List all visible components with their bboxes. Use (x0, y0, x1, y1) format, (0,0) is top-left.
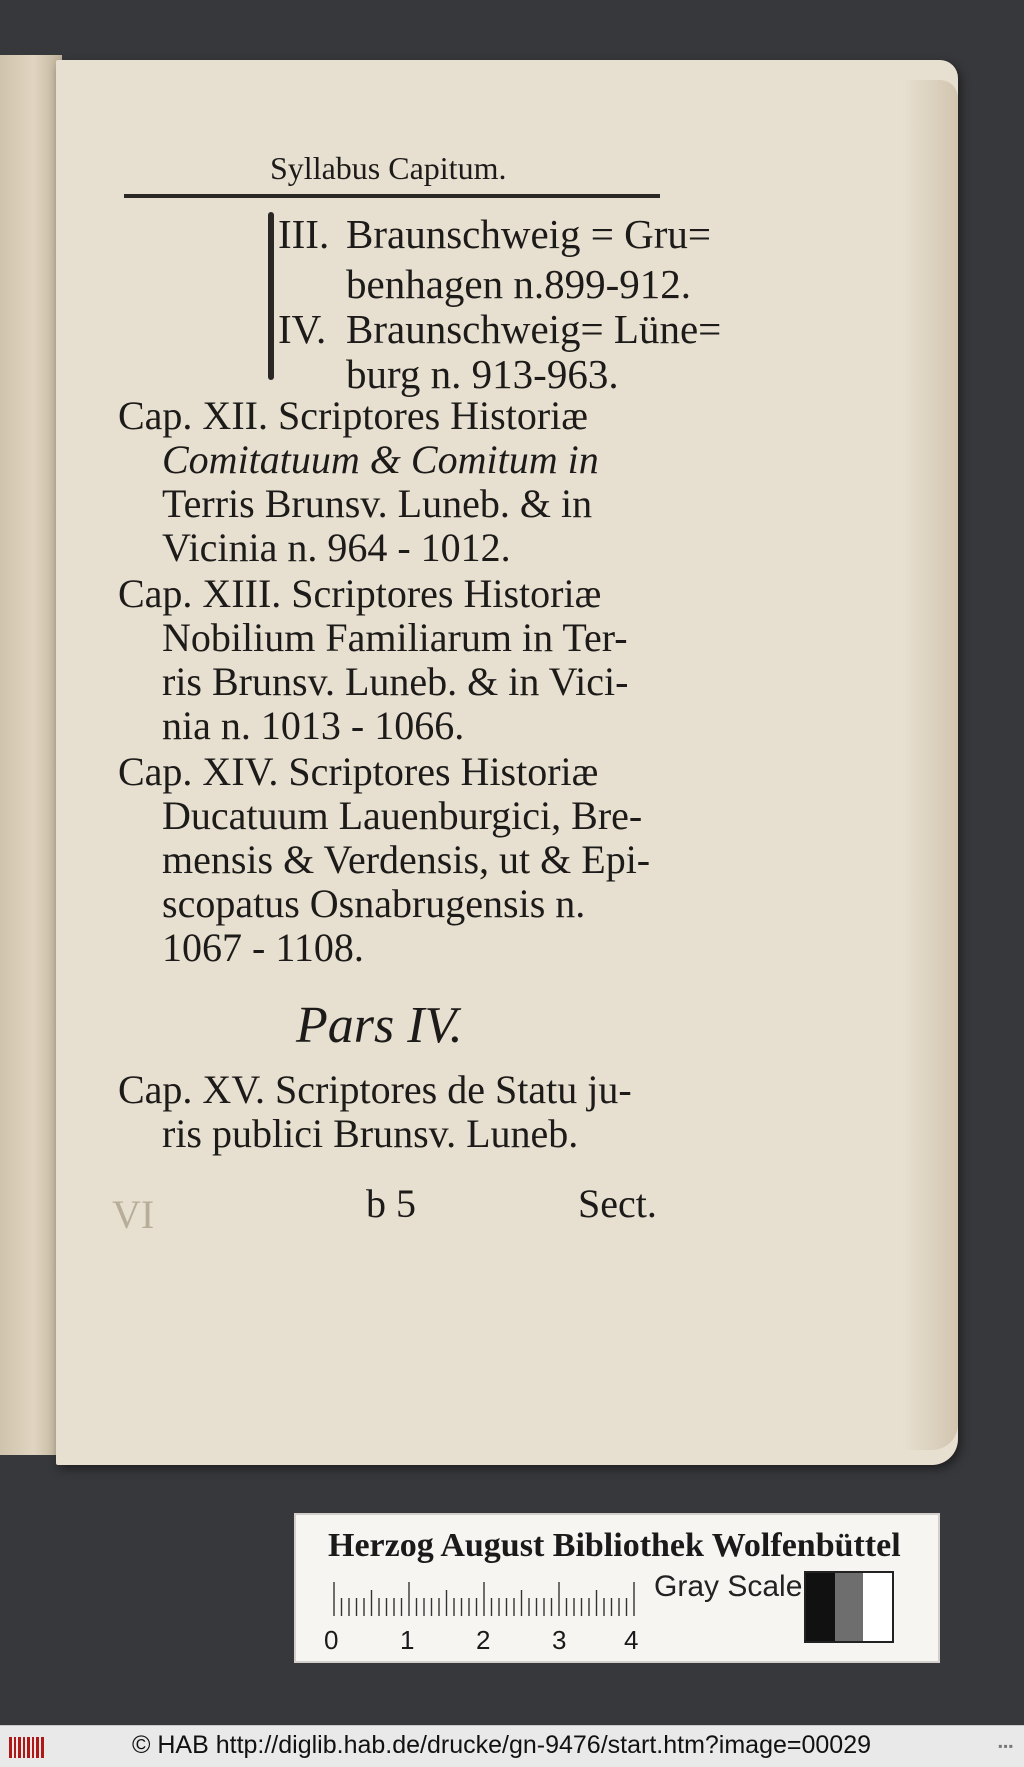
swatch-white (863, 1573, 892, 1641)
chapter-line: Cap. XV. Scriptores de Statu ju- (118, 1067, 632, 1112)
chapter-line: Cap. XIII. Scriptores Historiæ (118, 571, 602, 616)
chapter-line: Terris Brunsv. Luneb. & in (162, 481, 593, 526)
signature-mark: b 5 (366, 1181, 416, 1226)
footer-url-text[interactable]: © HAB http://diglib.hab.de/drucke/gn-9476/start.htm?image=00029 (132, 1731, 872, 1759)
chapter-line: Cap. XII. Scriptores Historiæ (118, 393, 588, 438)
catchword: Sect. (578, 1181, 657, 1226)
page-fore-edge (902, 80, 958, 1450)
ruler-labels (324, 1625, 664, 1655)
menu-dots-icon[interactable]: ▪▪▪ (998, 1739, 1014, 1753)
hab-logo-icon (8, 1734, 46, 1760)
ruler-label: 2 (476, 1625, 491, 1655)
ruler-label: 4 (624, 1625, 639, 1655)
gray-scale-swatches (804, 1571, 894, 1643)
entry-line: burg n. 913-963. (346, 351, 619, 397)
ruler-label: 0 (324, 1625, 339, 1655)
chapter-line: ris Brunsv. Luneb. & in Vici- (162, 659, 629, 704)
chapter-line: nia n. 1013 - 1066. (162, 703, 465, 748)
chapter-line: Comitatuum & Comitum in (162, 437, 599, 482)
entry-number: IV. (278, 306, 327, 352)
ruler-label: 3 (552, 1625, 567, 1655)
color-scale-card (294, 1513, 940, 1663)
entry-brace (268, 212, 274, 380)
card-title: Herzog August Bibliothek Wolfenbüttel (328, 1527, 901, 1564)
swatch-gray (835, 1573, 864, 1641)
show-through-mark: VI (112, 1192, 155, 1237)
entry-line: benhagen n.899-912. (346, 261, 691, 307)
footer-bar (0, 1725, 1024, 1767)
chapter-line: Ducatuum Lauenburgici, Bre- (162, 793, 643, 838)
ruler-scale (332, 1580, 636, 1616)
chapter-line: scopatus Osnabrugensis n. (162, 881, 586, 926)
part-heading: Pars IV. (296, 997, 463, 1054)
running-head: Syllabus Capitum. (270, 150, 507, 186)
ruler-label: 1 (400, 1625, 415, 1655)
gray-scale-label: Gray Scale (654, 1570, 803, 1603)
entry-line: Braunschweig = Gru= (346, 211, 712, 257)
chapter-line: Cap. XIV. Scriptores Historiæ (118, 749, 599, 794)
chapter-line: mensis & Verdensis, ut & Epi- (162, 837, 651, 882)
chapter-line: Vicinia n. 964 - 1012. (162, 525, 511, 570)
chapter-line: Nobilium Familiarum in Ter- (162, 615, 628, 660)
chapter-line: 1067 - 1108. (162, 925, 364, 970)
chapter-line: ris publici Brunsv. Luneb. (162, 1111, 579, 1156)
entry-number: III. (278, 211, 330, 257)
swatch-black (806, 1573, 835, 1641)
previous-page-edge (0, 55, 62, 1455)
entry-line: Braunschweig= Lüne= (346, 306, 722, 352)
header-rule (124, 194, 660, 198)
